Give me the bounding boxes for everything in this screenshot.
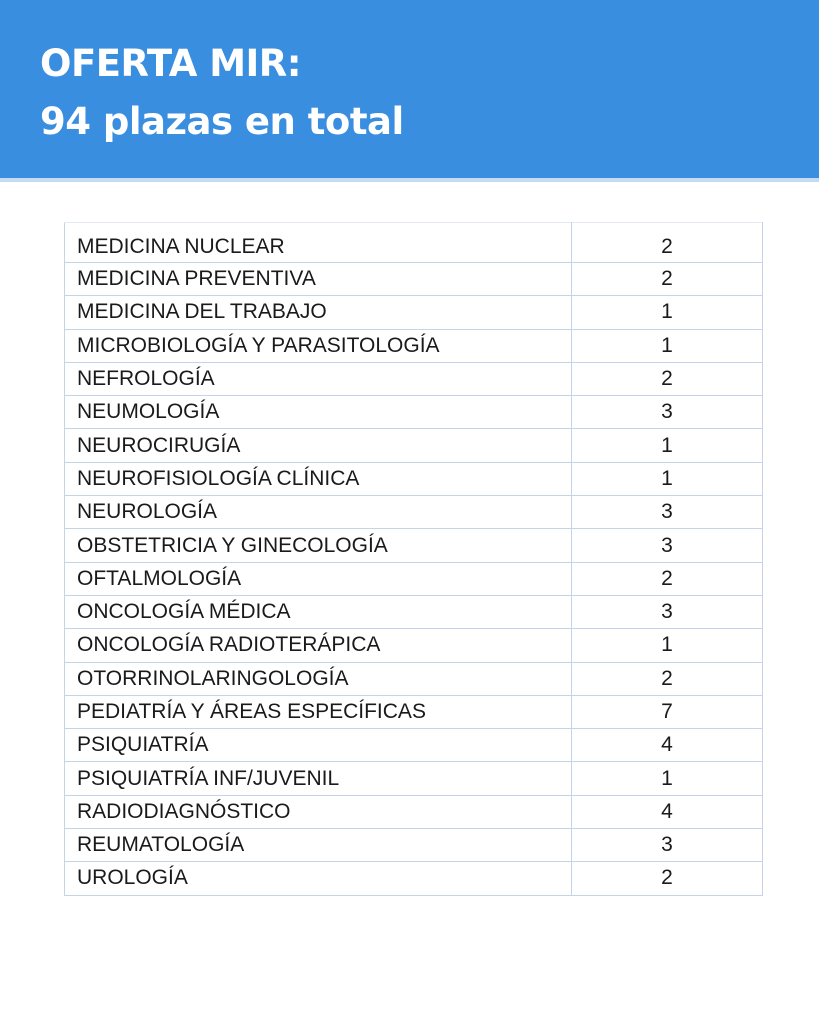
places-count-cell: 1 bbox=[572, 429, 763, 462]
table-row bbox=[65, 595, 763, 628]
places-count-cell: 3 bbox=[572, 595, 763, 628]
places-count-cell: 2 bbox=[572, 562, 763, 595]
table-row bbox=[65, 662, 763, 695]
table-row bbox=[65, 496, 763, 529]
places-count-cell: 4 bbox=[572, 729, 763, 762]
places-count-cell: 3 bbox=[572, 496, 763, 529]
table-row bbox=[65, 263, 763, 296]
table-row bbox=[65, 462, 763, 495]
specialty-name-cell: MEDICINA PREVENTIVA bbox=[65, 263, 572, 296]
specialty-name-cell: NEFROLOGÍA bbox=[65, 362, 572, 395]
specialty-name-cell: RADIODIAGNÓSTICO bbox=[65, 795, 572, 828]
specialty-name-cell: PEDIATRÍA Y ÁREAS ESPECÍFICAS bbox=[65, 695, 572, 728]
specialties-table-container bbox=[64, 222, 762, 896]
places-count-cell: 3 bbox=[572, 829, 763, 862]
table-row bbox=[65, 396, 763, 429]
places-count-cell: 1 bbox=[572, 462, 763, 495]
places-count-cell: 1 bbox=[572, 329, 763, 362]
specialty-name-cell: OBSTETRICIA Y GINECOLOGÍA bbox=[65, 529, 572, 562]
specialties-table bbox=[64, 222, 763, 896]
places-count-cell: 7 bbox=[572, 695, 763, 728]
places-count-cell: 2 bbox=[572, 862, 763, 895]
specialties-table-body bbox=[65, 223, 763, 896]
places-count-cell: 3 bbox=[572, 529, 763, 562]
table-row bbox=[65, 329, 763, 362]
specialty-name-cell: OFTALMOLOGÍA bbox=[65, 562, 572, 595]
table-row bbox=[65, 296, 763, 329]
places-count-cell: 4 bbox=[572, 795, 763, 828]
table-row bbox=[65, 362, 763, 395]
table-row bbox=[65, 562, 763, 595]
table-row bbox=[65, 729, 763, 762]
places-count-cell: 1 bbox=[572, 296, 763, 329]
places-count-cell: 1 bbox=[572, 629, 763, 662]
specialty-name-cell: ONCOLOGÍA RADIOTERÁPICA bbox=[65, 629, 572, 662]
table-row bbox=[65, 429, 763, 462]
places-count-cell: 2 bbox=[572, 223, 763, 263]
places-count-cell: 3 bbox=[572, 396, 763, 429]
table-row bbox=[65, 629, 763, 662]
specialty-name-cell: MEDICINA NUCLEAR bbox=[65, 223, 572, 263]
table-row bbox=[65, 695, 763, 728]
places-count-cell: 2 bbox=[572, 662, 763, 695]
specialty-name-cell: NEUROCIRUGÍA bbox=[65, 429, 572, 462]
places-count-cell: 1 bbox=[572, 762, 763, 795]
specialty-name-cell: ONCOLOGÍA MÉDICA bbox=[65, 595, 572, 628]
specialty-name-cell: PSIQUIATRÍA bbox=[65, 729, 572, 762]
specialty-name-cell: UROLOGÍA bbox=[65, 862, 572, 895]
specialty-name-cell: REUMATOLOGÍA bbox=[65, 829, 572, 862]
table-row bbox=[65, 223, 763, 263]
specialty-name-cell: MICROBIOLOGÍA Y PARASITOLOGÍA bbox=[65, 329, 572, 362]
header-banner bbox=[0, 0, 819, 182]
specialty-name-cell: NEUROFISIOLOGÍA CLÍNICA bbox=[65, 462, 572, 495]
table-row bbox=[65, 795, 763, 828]
page-subtitle: 94 plazas en total bbox=[40, 100, 404, 143]
table-row bbox=[65, 762, 763, 795]
specialty-name-cell: NEUMOLOGÍA bbox=[65, 396, 572, 429]
specialty-name-cell: OTORRINOLARINGOLOGÍA bbox=[65, 662, 572, 695]
page-title: OFERTA MIR: bbox=[40, 42, 302, 85]
places-count-cell: 2 bbox=[572, 263, 763, 296]
places-count-cell: 2 bbox=[572, 362, 763, 395]
specialty-name-cell: PSIQUIATRÍA INF/JUVENIL bbox=[65, 762, 572, 795]
specialty-name-cell: NEUROLOGÍA bbox=[65, 496, 572, 529]
table-row bbox=[65, 529, 763, 562]
table-row bbox=[65, 829, 763, 862]
table-row bbox=[65, 862, 763, 895]
specialty-name-cell: MEDICINA DEL TRABAJO bbox=[65, 296, 572, 329]
